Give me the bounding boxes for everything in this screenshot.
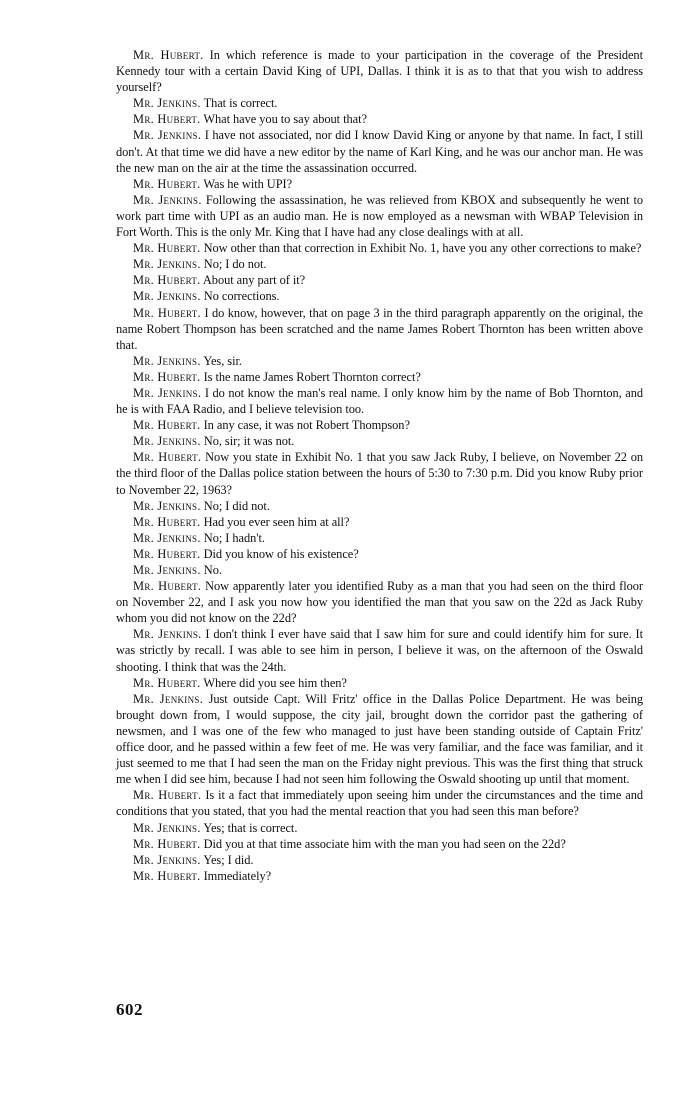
speaker-name: Mr. Jenkins. bbox=[133, 820, 201, 835]
statement-text: About any part of it? bbox=[202, 273, 306, 288]
statement-text: Now apparently later you identified Ruby as a man that you had seen on the third floor on November 22, and I ask you now how you identified the man that you saw on the 22d as Jack Ruby whom you did not know on the 22d? bbox=[116, 579, 643, 626]
statement-text: No corrections. bbox=[203, 289, 280, 304]
speaker-name: Mr. Jenkins. bbox=[133, 530, 201, 545]
testimony-paragraph bbox=[116, 272, 643, 288]
speaker-name: Mr. Jenkins. bbox=[133, 627, 202, 642]
testimony-paragraph bbox=[116, 498, 643, 514]
speaker-name: Mr. Jenkins. bbox=[133, 852, 201, 867]
statement-text: No, sir; it was not. bbox=[203, 434, 295, 449]
testimony-paragraph bbox=[116, 578, 643, 626]
testimony-paragraph bbox=[116, 836, 643, 852]
testimony-paragraph bbox=[116, 95, 643, 111]
speaker-name: Mr. Jenkins. bbox=[133, 257, 201, 272]
speaker-name: Mr. Jenkins. bbox=[133, 289, 201, 304]
statement-text: Had you ever seen him at all? bbox=[203, 514, 350, 529]
testimony-paragraph bbox=[116, 562, 643, 578]
speaker-name: Mr. Hubert. bbox=[133, 579, 202, 594]
statement-text: What have you to say about that? bbox=[203, 112, 367, 127]
speaker-name: Mr. Hubert. bbox=[133, 48, 204, 62]
speaker-name: Mr. Hubert. bbox=[133, 450, 202, 465]
testimony-paragraph bbox=[116, 675, 643, 691]
testimony-paragraph bbox=[116, 514, 643, 530]
speaker-name: Mr. Jenkins. bbox=[133, 353, 201, 368]
testimony-paragraph bbox=[116, 288, 643, 304]
statement-text: Did you at that time associate him with the man you had seen on the 22d? bbox=[203, 836, 566, 851]
statement-text: Did you know of his existence? bbox=[203, 546, 359, 561]
statement-text: That is correct. bbox=[203, 96, 278, 111]
speaker-name: Mr. Jenkins. bbox=[133, 96, 201, 111]
testimony-paragraph bbox=[116, 192, 643, 240]
page-number: 602 bbox=[116, 1000, 143, 1019]
statement-text: Where did you see him then? bbox=[203, 675, 347, 690]
testimony-paragraph bbox=[116, 626, 643, 674]
testimony-paragraph bbox=[116, 449, 643, 497]
statement-text: I do not know the man's real name. I only know him by the name of Bob Thornton, and he is with FAA Radio, and I believe television too. bbox=[116, 385, 643, 417]
testimony-paragraph bbox=[116, 369, 643, 385]
statement-text: In which reference is made to your participation in the coverage of the President Kennedy tour with a certain David King of UPI, Dallas. I think it is as to that that you wish to address yourself? bbox=[116, 48, 643, 95]
speaker-name: Mr. Jenkins. bbox=[133, 498, 201, 513]
statement-text: No. bbox=[203, 563, 222, 577]
statement-text: Is it a fact that immediately upon seeing him under the circumstances and the time and conditions that you stated, that you had the mental reaction that you had seen this man before? bbox=[116, 788, 643, 819]
statement-text: Just outside Capt. Will Fritz' office in the Dallas Police Department. He was being brought down from, I would suppose, the city jail, brought down the corridor past the gathering of newsmen, and I was one of the few who managed to just have been standing outside of Captain Fritz' office door, and he passed within a few feet of me. He was very familiar, and the face was familiar, and it just seemed to me that I had seen the man on the Friday night previous. This was the first thing that struck me when I did see him, because I had not seen him following the Oswald shooting up until that moment. bbox=[116, 691, 644, 787]
testimony-paragraph bbox=[116, 691, 643, 788]
statement-text: No; I did not. bbox=[203, 498, 270, 513]
testimony-paragraph bbox=[116, 417, 643, 433]
speaker-name: Mr. Jenkins. bbox=[133, 385, 202, 400]
testimony-paragraph bbox=[116, 127, 643, 175]
statement-text: In any case, it was not Robert Thompson? bbox=[203, 418, 410, 433]
speaker-name: Mr. Jenkins. bbox=[133, 563, 201, 577]
testimony-paragraph bbox=[116, 820, 643, 836]
speaker-name: Mr. Hubert. bbox=[133, 112, 201, 127]
speaker-name: Mr. Hubert. bbox=[133, 675, 201, 690]
statement-text: Now other than that correction in Exhibit No. 1, have you any other corrections to make? bbox=[203, 241, 642, 256]
speaker-name: Mr. Hubert. bbox=[133, 546, 201, 561]
testimony-paragraph bbox=[116, 530, 643, 546]
statement-text: Following the assassination, he was relieved from KBOX and subsequently he went to work part time with UPI as an audio man. He is now employed as a newsman with WBAP Television in Fort Worth. This is the only Mr. King that I have had any close dealings with at all. bbox=[116, 192, 643, 240]
speaker-name: Mr. Hubert. bbox=[133, 788, 202, 803]
statement-text: Now you state in Exhibit No. 1 that you saw Jack Ruby, I believe, on November 22 on the third floor of the Dallas police station between the hours of 5:30 to 7:30 p.m. Did you know Ruby prior to November 22, 1963? bbox=[116, 450, 643, 497]
speaker-name: Mr. Hubert. bbox=[133, 241, 201, 256]
speaker-name: Mr. Hubert. bbox=[133, 305, 201, 320]
testimony-paragraph bbox=[116, 256, 643, 272]
statement-text: I don't think I ever have said that I saw him for sure and could identify him for sure. It was strictly by recall. I was able to see him in person, I believe it was, on the afternoon of the Oswald shooting. I think that was the 24th. bbox=[116, 627, 644, 674]
statement-text: Was he with UPI? bbox=[203, 176, 293, 191]
speaker-name: Mr. Jenkins. bbox=[133, 128, 202, 143]
speaker-name: Mr. Jenkins. bbox=[133, 192, 202, 207]
statement-text: I have not associated, nor did I know David King or anyone by that name. In fact, I still don't. At that time we did have a new editor by the name of Karl King, and he was our anchor man. He was the new man on the air at the time the assassination occurred. bbox=[116, 128, 644, 175]
testimony-paragraph bbox=[116, 546, 643, 562]
testimony-text bbox=[116, 47, 643, 884]
statement-text: Yes; I did. bbox=[203, 852, 254, 867]
speaker-name: Mr. Hubert. bbox=[133, 273, 201, 288]
statement-text: Is the name James Robert Thornton correct? bbox=[203, 369, 421, 384]
testimony-paragraph bbox=[116, 353, 643, 369]
speaker-name: Mr. Hubert. bbox=[133, 836, 201, 851]
statement-text: Yes, sir. bbox=[203, 353, 242, 368]
speaker-name: Mr. Hubert. bbox=[133, 418, 201, 433]
testimony-paragraph bbox=[116, 305, 643, 353]
statement-text: No; I hadn't. bbox=[203, 530, 265, 545]
speaker-name: Mr. Hubert. bbox=[133, 514, 201, 529]
testimony-paragraph bbox=[116, 852, 643, 868]
testimony-paragraph bbox=[116, 787, 643, 819]
statement-text: No; I do not. bbox=[203, 257, 267, 272]
statement-text: I do know, however, that on page 3 in the third paragraph apparently on the original, the name Robert Thompson has been scratched and the name James Robert Thornton has been written above that. bbox=[116, 305, 643, 352]
speaker-name: Mr. Hubert. bbox=[133, 369, 201, 384]
testimony-paragraph bbox=[116, 111, 643, 127]
speaker-name: Mr. Hubert. bbox=[133, 868, 201, 883]
statement-text: Yes; that is correct. bbox=[203, 820, 298, 835]
testimony-paragraph bbox=[116, 433, 643, 449]
speaker-name: Mr. Hubert. bbox=[133, 176, 201, 191]
testimony-paragraph bbox=[116, 47, 643, 95]
testimony-paragraph bbox=[116, 240, 643, 256]
statement-text: Immediately? bbox=[203, 868, 272, 883]
testimony-paragraph bbox=[116, 868, 643, 884]
speaker-name: Mr. Jenkins. bbox=[133, 434, 201, 449]
speaker-name: Mr. Jenkins. bbox=[133, 691, 204, 706]
testimony-paragraph bbox=[116, 176, 643, 192]
testimony-paragraph bbox=[116, 385, 643, 417]
